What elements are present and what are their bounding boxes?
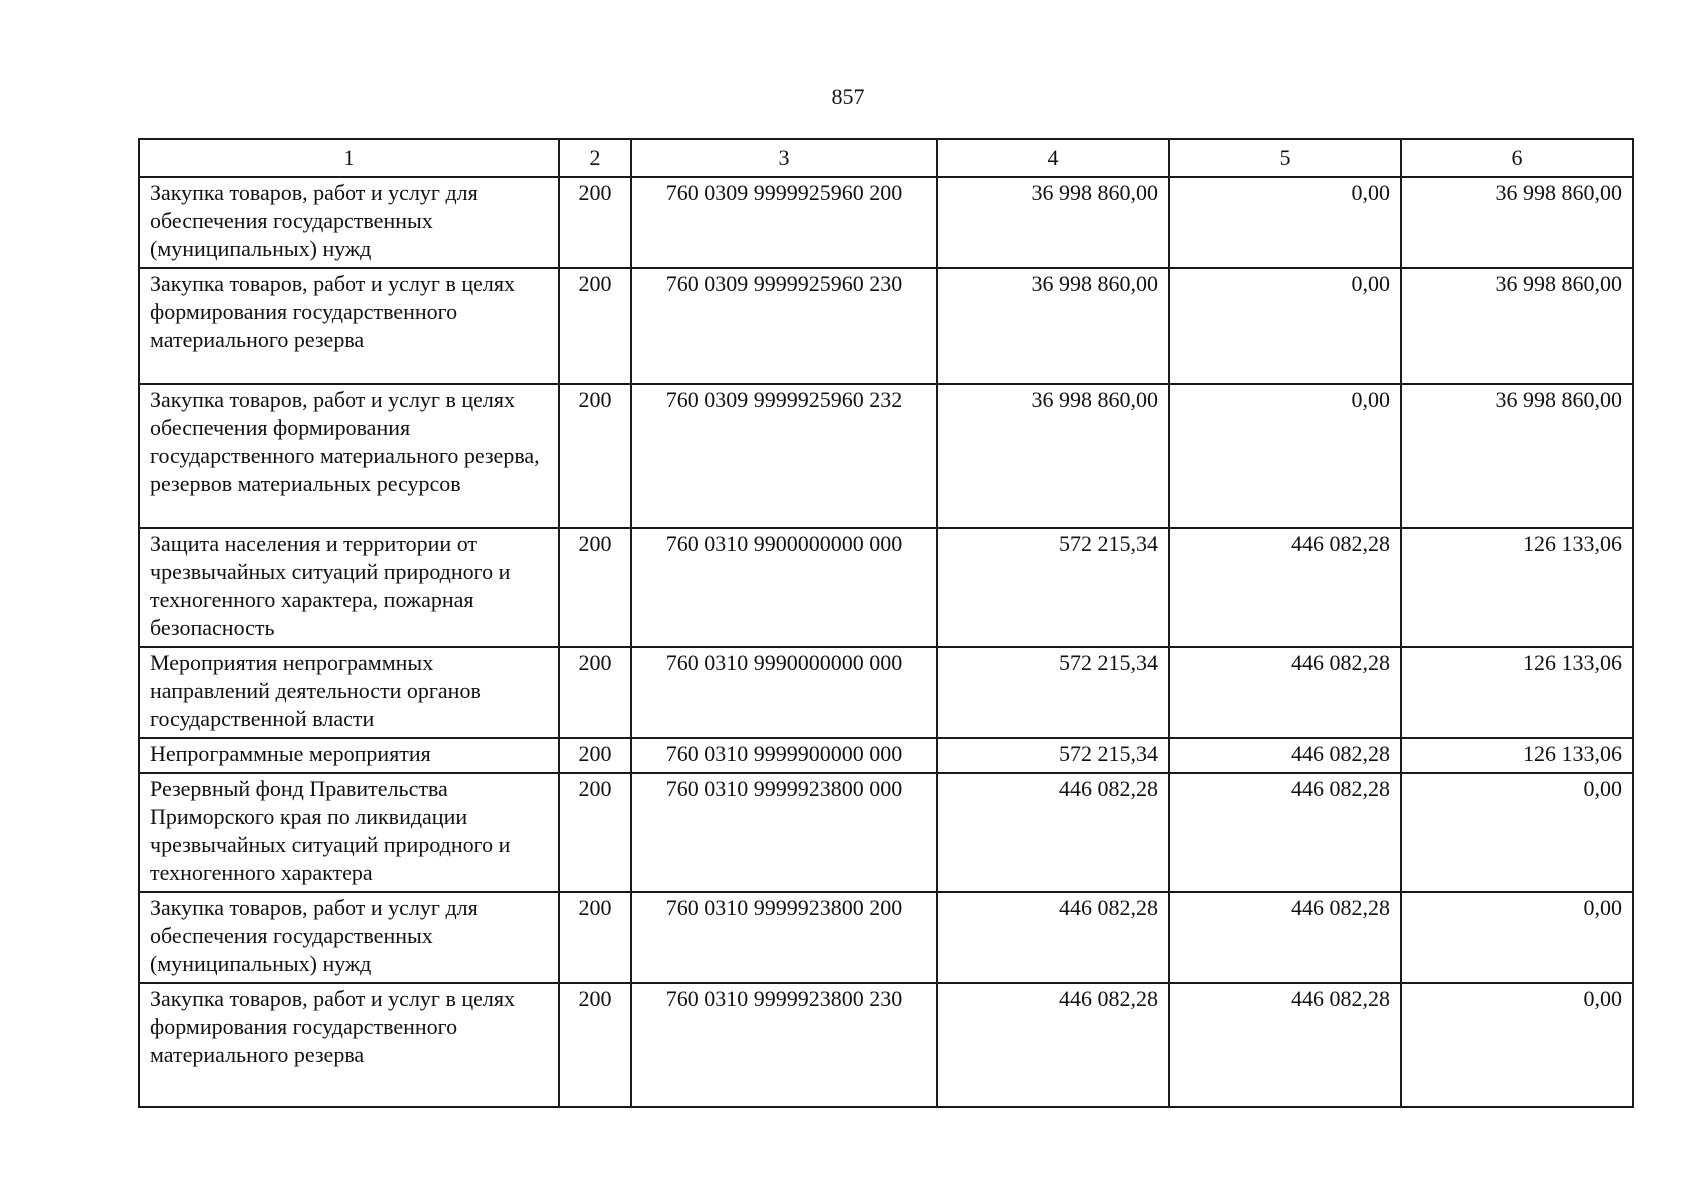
row-name: Закупка товаров, работ и услуг в целях формирования государственного материального резерва <box>139 268 559 384</box>
row-value-col5: 0,00 <box>1169 177 1401 268</box>
table-row <box>139 983 1633 1107</box>
row-code: 200 <box>559 528 631 647</box>
row-code: 200 <box>559 738 631 773</box>
row-name: Закупка товаров, работ и услуг для обеспечения государственных (муниципальных) нужд <box>139 892 559 983</box>
column-header: 6 <box>1401 139 1633 177</box>
row-value-col5: 0,00 <box>1169 268 1401 384</box>
row-name: Защита населения и территории от чрезвычайных ситуаций природного и техногенного характера, пожарная безопасность <box>139 528 559 647</box>
row-value-col6: 36 998 860,00 <box>1401 384 1633 528</box>
row-value-col4: 36 998 860,00 <box>937 384 1169 528</box>
row-classification-code: 760 0309 9999925960 232 <box>631 384 937 528</box>
column-header: 4 <box>937 139 1169 177</box>
row-value-col4: 446 082,28 <box>937 773 1169 892</box>
row-value-col6: 0,00 <box>1401 983 1633 1107</box>
row-code: 200 <box>559 384 631 528</box>
page-number: 857 <box>831 84 865 109</box>
row-value-col4: 446 082,28 <box>937 892 1169 983</box>
row-code: 200 <box>559 647 631 738</box>
row-value-col6: 0,00 <box>1401 892 1633 983</box>
row-code: 200 <box>559 268 631 384</box>
row-value-col4: 36 998 860,00 <box>937 268 1169 384</box>
row-classification-code: 760 0310 9900000000 000 <box>631 528 937 647</box>
row-value-col5: 0,00 <box>1169 384 1401 528</box>
row-value-col5: 446 082,28 <box>1169 647 1401 738</box>
row-code: 200 <box>559 892 631 983</box>
row-value-col4: 446 082,28 <box>937 983 1169 1107</box>
row-value-col6: 36 998 860,00 <box>1401 268 1633 384</box>
column-header: 1 <box>139 139 559 177</box>
row-value-col5: 446 082,28 <box>1169 528 1401 647</box>
row-code: 200 <box>559 773 631 892</box>
row-name: Мероприятия непрограммных направлений деятельности органов государственной власти <box>139 647 559 738</box>
row-name: Закупка товаров, работ и услуг для обеспечения государственных (муниципальных) нужд <box>139 177 559 268</box>
row-value-col6: 126 133,06 <box>1401 647 1633 738</box>
row-classification-code: 760 0310 9999900000 000 <box>631 738 937 773</box>
row-classification-code: 760 0310 9999923800 000 <box>631 773 937 892</box>
budget-table <box>138 138 1634 1108</box>
row-value-col6: 126 133,06 <box>1401 528 1633 647</box>
row-value-col6: 0,00 <box>1401 773 1633 892</box>
row-value-col4: 572 215,34 <box>937 647 1169 738</box>
table-row <box>139 738 1633 773</box>
table-row <box>139 892 1633 983</box>
row-classification-code: 760 0310 9999923800 230 <box>631 983 937 1107</box>
row-value-col5: 446 082,28 <box>1169 738 1401 773</box>
row-classification-code: 760 0310 9999923800 200 <box>631 892 937 983</box>
row-classification-code: 760 0309 9999925960 230 <box>631 268 937 384</box>
row-name: Резервный фонд Правительства Приморского края по ликвидации чрезвычайных ситуаций природного и техногенного характера <box>139 773 559 892</box>
row-value-col5: 446 082,28 <box>1169 983 1401 1107</box>
row-classification-code: 760 0310 9990000000 000 <box>631 647 937 738</box>
table-row <box>139 773 1633 892</box>
row-value-col4: 36 998 860,00 <box>937 177 1169 268</box>
row-name: Закупка товаров, работ и услуг в целях обеспечения формирования государственного материального резерва, резервов материальных ресурсов <box>139 384 559 528</box>
column-header: 3 <box>631 139 937 177</box>
row-value-col5: 446 082,28 <box>1169 773 1401 892</box>
row-name: Непрограммные мероприятия <box>139 738 559 773</box>
table-row <box>139 647 1633 738</box>
row-name: Закупка товаров, работ и услуг в целях формирования государственного материального резерва <box>139 983 559 1107</box>
table-row <box>139 384 1633 528</box>
table-header-row <box>139 139 1633 177</box>
table-row <box>139 528 1633 647</box>
row-value-col5: 446 082,28 <box>1169 892 1401 983</box>
column-header: 5 <box>1169 139 1401 177</box>
row-code: 200 <box>559 983 631 1107</box>
row-value-col4: 572 215,34 <box>937 528 1169 647</box>
row-code: 200 <box>559 177 631 268</box>
table-row <box>139 268 1633 384</box>
row-value-col6: 126 133,06 <box>1401 738 1633 773</box>
column-header: 2 <box>559 139 631 177</box>
table-row <box>139 177 1633 268</box>
row-value-col6: 36 998 860,00 <box>1401 177 1633 268</box>
row-classification-code: 760 0309 9999925960 200 <box>631 177 937 268</box>
row-value-col4: 572 215,34 <box>937 738 1169 773</box>
